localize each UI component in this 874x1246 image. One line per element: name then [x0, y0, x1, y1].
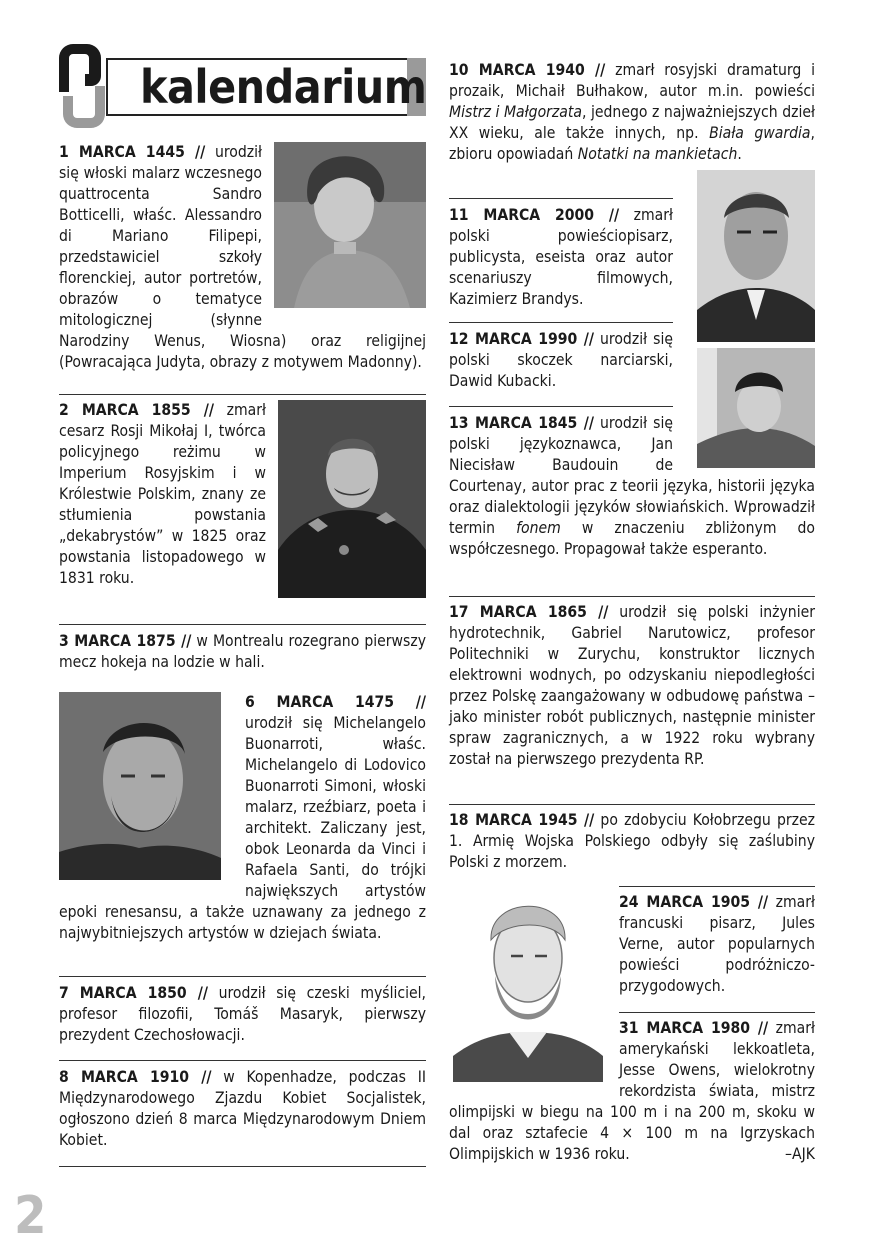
divider: [449, 198, 673, 199]
entry-text: w Kopenhadze, podczas II Międzynarodowego Zjazdu Kobiet Socjalistek, ogłoszono dzień 8 marca Międzynarodowym Dniem Kobiet.: [59, 1068, 427, 1149]
entry-text: zmarł rosyjski dramaturg i prozaik, Michaił Bułhakow, autor m.in. powieści: [449, 61, 815, 100]
portrait-mikolaj: [278, 400, 426, 598]
entry-verne: [619, 892, 815, 997]
portrait-michelangelo: [59, 692, 221, 880]
divider: [59, 394, 426, 395]
entry-date: 24 MARCA 1905 //: [619, 893, 769, 911]
divider: [449, 804, 815, 805]
entry-text: zmarł cesarz Rosji Mikołaj I, twórca policyjnego reżimu w Imperium Rosyjskim i w Królestwie Polskim, znany ze stłumienia powstania „dekabrystów” w 1825 oraz powstania listopadowego w 1831 roku.: [59, 401, 266, 587]
entry-kubacki: [449, 329, 673, 392]
entry-title-italic: Mistrz i Małgorzata: [449, 103, 582, 121]
entry-michelangelo: [59, 692, 426, 944]
author-signature: –AJK: [785, 1145, 815, 1163]
entry-brandys: [449, 205, 673, 310]
entry-title-italic: Biała gwardia: [709, 124, 811, 142]
entry-date: 18 MARCA 1945 //: [449, 811, 595, 829]
entry-date: 11 MARCA 2000 //: [449, 206, 620, 224]
divider: [449, 322, 673, 323]
portrait-botticelli: [274, 142, 426, 308]
photo-spacer: [449, 1018, 619, 1100]
entry-text: zmarł polski powieściopisarz, publicysta, eseista oraz autor scenariuszy filmowych, Kazimierz Brandys.: [449, 206, 673, 308]
divider: [59, 1060, 426, 1061]
entry-mikolaj: [59, 400, 426, 602]
entry-baudouin: [449, 413, 815, 560]
entry-masaryk: [59, 983, 426, 1046]
entry-text: urodził się włoski malarz wczesnego quattrocenta Sandro Botticelli, właśc. Alessandro di Mariano Filipepi, przedstawiciel szkoły florenckiej, autor portretów, obrazów o tematyce mitologicznej (słynne Narodziny Wenus, Wiosna) oraz religijnej (Powracająca Judyta, obrazy z motywem Madonny).: [59, 143, 426, 371]
entry-title-italic: Notatki na mankietach: [577, 145, 738, 163]
entry-date: 8 MARCA 1910 //: [59, 1068, 212, 1086]
entry-text: urodził się polski inżynier hydrotechnik, Gabriel Narutowicz, profesor Politechniki w Zurychu, konstruktor licznych elektrowni wodnych, po odzyskaniu niepodległości przez Polskę zaangażowany w odbudowę państwa – jako minister robót publicznych, następnie minister spraw zagranicznych, a w 1922 roku wybrany został na pierwszego prezydenta RP.: [449, 603, 815, 768]
entry-text: , zbioru opowiadań: [449, 124, 815, 163]
portrait-brandys: [697, 170, 815, 342]
entry-date: 12 MARCA 1990 //: [449, 330, 594, 348]
divider: [449, 406, 673, 407]
entry-text: zmarł francuski pisarz, Jules Verne, autor popularnych powieści podróżniczo-przygodowych.: [619, 893, 815, 995]
entry-date: 7 MARCA 1850 //: [59, 984, 208, 1002]
entry-text: , jednego z najważniejszych dzieł XX wieku, ale także innych, np.: [449, 103, 815, 142]
entry-narutowicz: [449, 602, 815, 770]
logo-chain-icon: [57, 40, 105, 134]
page-number: 2: [14, 1186, 47, 1246]
entry-bulhakow: [449, 60, 815, 165]
entry-date: 31 MARCA 1980 //: [619, 1019, 769, 1037]
entry-hokej: [59, 631, 426, 673]
entry-date: 2 MARCA 1855 //: [59, 401, 214, 419]
entry-text: zmarł amerykański lekkoatleta, Jesse Owens, wielokrotny rekordzista świata, mistrz olimpijski w biegu na 100 m i na 200 m, skoku w dal oraz sztafecie 4 × 100 m na Igrzyskach Olimpijskich w 1936 roku.: [449, 1019, 815, 1163]
entry-text: w Montrealu rozegrano pierwszy mecz hokeja na lodzie w hali.: [59, 632, 426, 671]
page-title: kalendarium: [140, 60, 427, 114]
entry-text: urodził się czeski myśliciel, profesor filozofii, Tomáš Masaryk, pierwszy prezydent Czechosłowacji.: [59, 984, 426, 1044]
divider: [59, 1166, 426, 1167]
divider: [59, 624, 426, 625]
entry-text: .: [737, 145, 742, 163]
entry-date: 1 MARCA 1445 //: [59, 143, 206, 161]
entry-botticelli: [59, 142, 426, 373]
entry-term-italic: fonem: [516, 519, 561, 537]
entry-date: 17 MARCA 1865 //: [449, 603, 609, 621]
entry-dzien-kobiet: [59, 1067, 426, 1151]
entry-date: 6 MARCA 1475 //: [245, 693, 426, 711]
entry-text: urodził się polski skoczek narciarski, Dawid Kubacki.: [449, 330, 673, 390]
entry-date: 3 MARCA 1875 //: [59, 632, 192, 650]
entry-kolobrzeg: [449, 810, 815, 873]
entry-owens: [449, 1018, 815, 1165]
entry-text: urodził się polski językoznawca, Jan Niecisław Baudouin de Courtenay, autor prac z teorii języka, historii języka oraz dialektologii języków słowiańskich. Wprowadził termin: [449, 414, 815, 537]
entry-text: po zdobyciu Kołobrzegu przez 1. Armię Wojska Polskiego odbyły się zaślubiny Polski z morzem.: [449, 811, 815, 871]
entry-date: 13 MARCA 1845 //: [449, 414, 594, 432]
divider: [449, 596, 815, 597]
divider: [59, 976, 426, 977]
entry-text: urodził się Michelangelo Buonarroti, właśc. Michelangelo di Lodovico Buonarroti Simoni, włoski malarz, rzeźbiarz, poeta i architekt. Zaliczany jest, obok Leonarda da Vinci i Rafaela Santi, do trójki największych artystów epoki renesansu, a także uznawany za jednego z najwybitniejszych artystów w dziejach świata.: [59, 714, 426, 942]
photo-spacer: [673, 413, 815, 469]
entry-text: w znaczeniu zbliżonym do współczesnego. Propagował także esperanto.: [449, 519, 815, 558]
divider: [619, 886, 815, 887]
entry-date: 10 MARCA 1940 //: [449, 61, 606, 79]
divider: [619, 1012, 815, 1013]
